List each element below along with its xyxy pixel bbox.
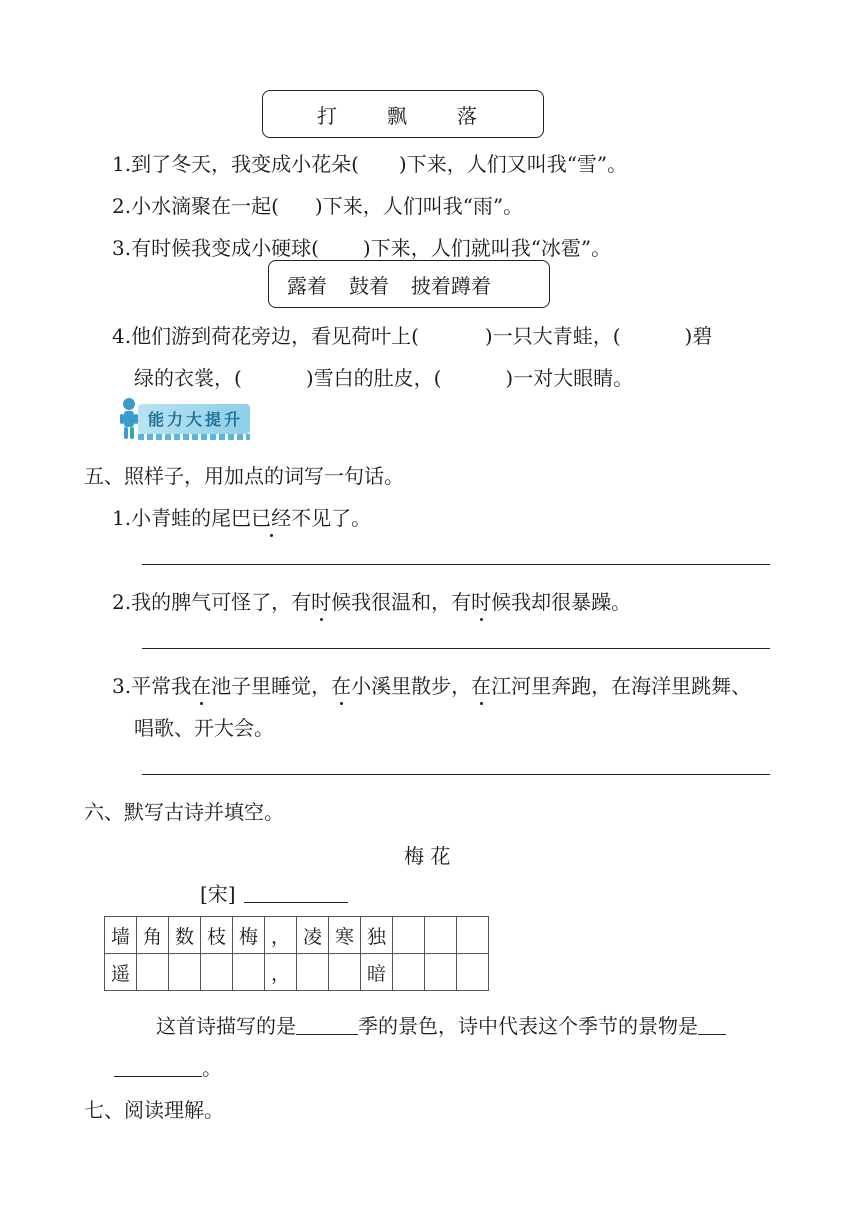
poem-cell: 枝 — [201, 917, 233, 954]
dotted-word: 已经 — [251, 502, 291, 531]
question-text: )雪白的肚皮，( — [305, 366, 442, 390]
word-option: 落 — [457, 103, 477, 128]
question-text: 绿的衣裳，( — [134, 366, 242, 390]
poem-cell: 墙 — [105, 917, 137, 954]
poem-grid — [104, 916, 489, 991]
question-4-line-1 — [112, 320, 712, 349]
word-option: 飘 — [387, 103, 407, 128]
sentence-text: 平常我 — [131, 674, 192, 698]
sentence-text: 我的脾气可怪了， — [131, 590, 292, 614]
word-choice-box-1 — [262, 90, 544, 138]
example-sentence-3 — [112, 670, 751, 699]
poem-cell[interactable] — [233, 954, 265, 991]
question-text: 小水滴聚在一起( — [131, 194, 279, 218]
poem-cell: ， — [265, 917, 297, 954]
question-2 — [112, 190, 523, 219]
question-number: 2. — [112, 194, 132, 218]
word-option: 鼓着 — [349, 273, 389, 298]
scene-blank-end[interactable] — [114, 1058, 202, 1077]
question-number: 3. — [112, 674, 132, 698]
poem-title: 梅 花 — [404, 844, 451, 868]
question-text: 他们游到荷花旁边，看见荷叶上( — [131, 324, 419, 348]
question-number: 1. — [112, 152, 132, 176]
season-blank[interactable] — [296, 1016, 358, 1035]
poem-row-2 — [105, 954, 489, 991]
section-6-title: 六、默写古诗并填空。 — [84, 800, 284, 824]
word-option: 披着蹲着 — [411, 273, 491, 298]
question-number: 1. — [112, 506, 132, 530]
author-blank[interactable] — [244, 902, 348, 903]
poem-cell[interactable] — [201, 954, 233, 991]
fill-text: 季的景色，诗中代表这个季节的景物是 — [358, 1014, 698, 1038]
answer-line-3[interactable] — [142, 774, 770, 775]
sentence-text: 不见了。 — [291, 506, 372, 530]
dotted-word: 在 — [471, 670, 491, 699]
dotted-word: 有时候 — [451, 586, 511, 615]
sentence-text: 江河里奔跑，在海洋里跳舞、 — [491, 674, 752, 698]
answer-line-1[interactable] — [142, 564, 770, 565]
poem-fill-line-1 — [156, 1010, 726, 1039]
answer-line-2[interactable] — [142, 648, 770, 649]
poem-cell[interactable] — [393, 917, 425, 954]
badge-label: 能力大提升 — [148, 410, 244, 429]
question-4-line-2 — [134, 362, 633, 391]
poem-cell: 梅 — [233, 917, 265, 954]
poem-cell[interactable] — [457, 954, 489, 991]
person-icon — [116, 396, 142, 442]
word-option: 露着 — [287, 273, 327, 298]
question-number: 4. — [112, 324, 132, 348]
question-text: )下来，人们又叫我“雪”。 — [398, 152, 628, 176]
poem-author-line — [200, 878, 236, 907]
dotted-word: 在 — [191, 670, 211, 699]
poem-cell[interactable] — [457, 917, 489, 954]
sentence-text: 小溪里散步， — [351, 674, 472, 698]
fill-text: 这首诗描写的是 — [156, 1014, 296, 1038]
question-number: 3. — [112, 236, 132, 260]
question-1 — [112, 148, 627, 177]
sentence-text: 小青蛙的尾巴 — [131, 506, 252, 530]
poem-cell[interactable] — [169, 954, 201, 991]
poem-cell[interactable] — [297, 954, 329, 991]
poem-cell[interactable] — [425, 954, 457, 991]
poem-cell: 独 — [361, 917, 393, 954]
poem-cell[interactable] — [137, 954, 169, 991]
section-7-title: 七、阅读理解。 — [84, 1098, 224, 1122]
poem-row-1 — [105, 917, 489, 954]
question-text: 有时候我变成小硬球( — [131, 236, 319, 260]
question-3 — [112, 232, 611, 261]
poem-cell: 凌 — [297, 917, 329, 954]
ability-badge — [112, 396, 252, 444]
question-text: )一对大眼睛。 — [505, 366, 634, 390]
word-option: 打 — [317, 103, 337, 128]
poem-cell[interactable] — [425, 917, 457, 954]
question-text: )下来，人们叫我“雨”。 — [314, 194, 524, 218]
question-number: 2. — [112, 590, 132, 614]
dotted-word: 有时候 — [291, 586, 351, 615]
sentence-text: 我很温和， — [351, 590, 452, 614]
sentence-text: 我却很暴躁。 — [511, 590, 632, 614]
sentence-text: 池子里睡觉， — [211, 674, 332, 698]
poem-cell[interactable] — [393, 954, 425, 991]
poem-fill-line-2 — [114, 1052, 222, 1081]
poem-cell: ， — [265, 954, 297, 991]
example-sentence-2 — [112, 586, 631, 615]
poem-cell: 寒 — [329, 917, 361, 954]
dotted-word: 在 — [331, 670, 351, 699]
word-choice-box-2 — [268, 260, 550, 308]
poem-cell[interactable] — [329, 954, 361, 991]
scene-blank-start[interactable] — [698, 1016, 726, 1035]
question-text: )下来，人们就叫我“冰雹”。 — [362, 236, 612, 260]
poem-cell: 数 — [169, 917, 201, 954]
question-text: 到了冬天，我变成小花朵( — [131, 152, 359, 176]
question-text: )一只大青蛙，( — [484, 324, 621, 348]
poem-dynasty: [宋] — [200, 882, 236, 906]
example-sentence-1 — [112, 502, 371, 531]
fill-text: 。 — [202, 1056, 222, 1080]
poem-cell: 角 — [137, 917, 169, 954]
section-5-title: 五、照样子，用加点的词写一句话。 — [84, 464, 404, 488]
poem-cell: 遥 — [105, 954, 137, 991]
example-sentence-3-cont: 唱歌、开大会。 — [134, 716, 274, 740]
question-text: )碧 — [684, 324, 713, 348]
poem-cell: 暗 — [361, 954, 393, 991]
